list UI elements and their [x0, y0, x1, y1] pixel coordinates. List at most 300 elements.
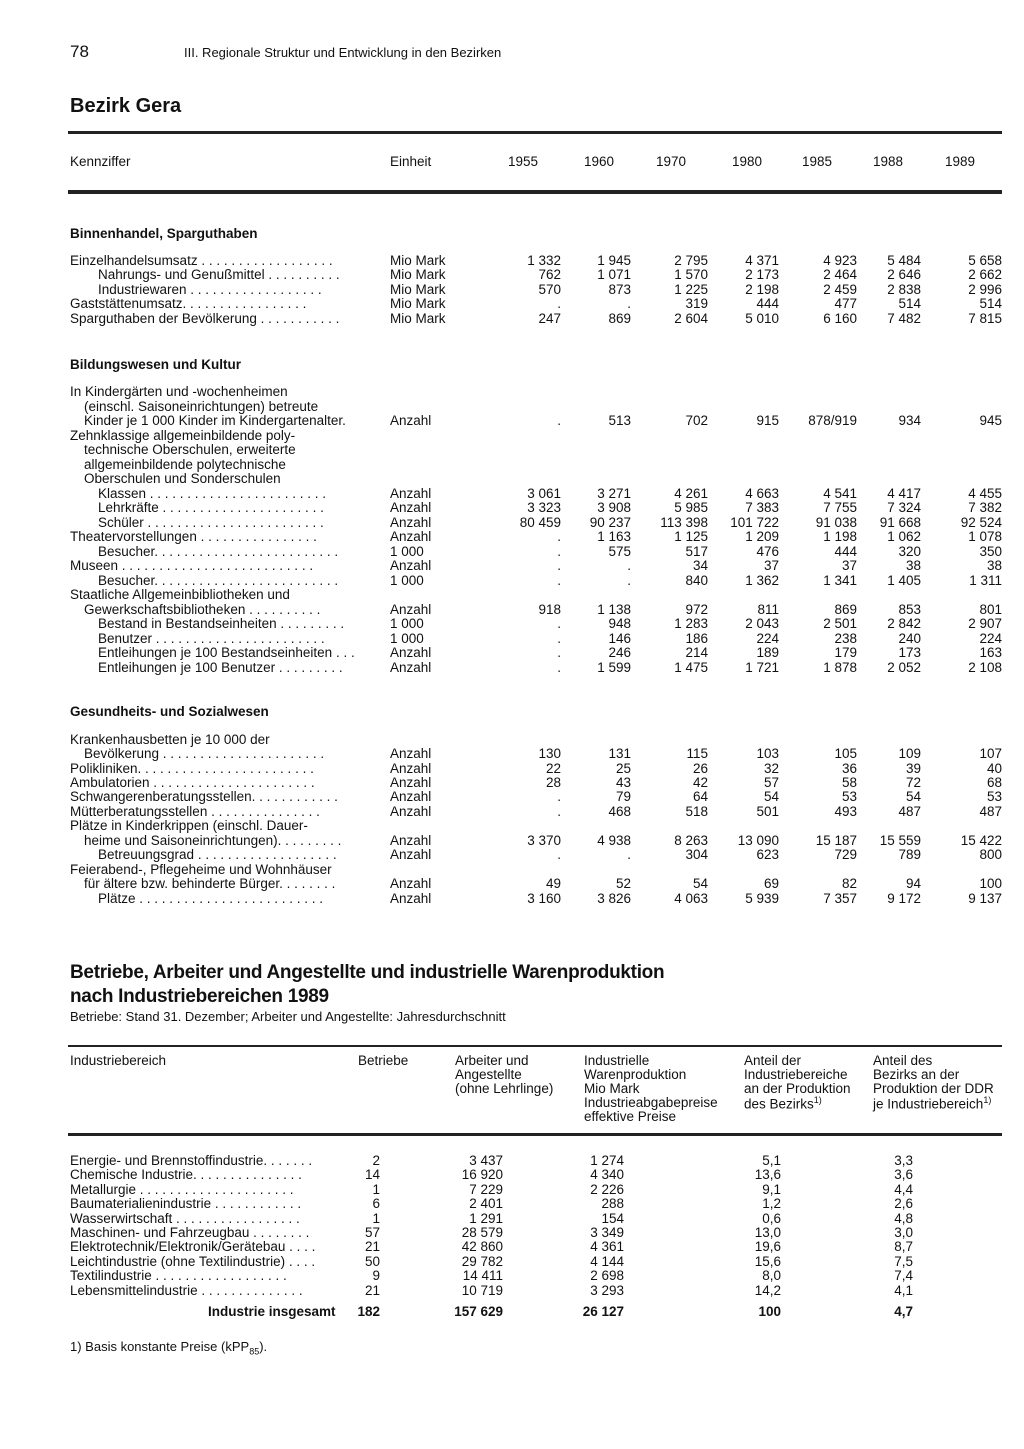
row-label: Gewerkschaftsbibliotheken . . . . . . . . . .	[84, 602, 321, 617]
row-unit: 1 000	[390, 544, 424, 559]
row-value: 468	[608, 804, 631, 819]
row-value: 39	[905, 761, 921, 776]
row-label: Kinder je 1 000 Kinder im Kindergartenalter.	[84, 413, 346, 428]
row-value: 49	[545, 876, 561, 891]
row-value: 7 382	[968, 500, 1002, 515]
t2-col-warenprod-1: Industrielle	[584, 1053, 650, 1068]
row-value: 2 043	[745, 616, 779, 631]
row-unit: Anzahl	[390, 775, 432, 790]
row-value: 25	[615, 761, 631, 776]
total-anteil-ddr: 4,7	[894, 1304, 913, 1319]
row-value: 729	[834, 847, 857, 862]
table-row	[0, 617, 1024, 632]
row-value: 189	[756, 645, 779, 660]
row-value: 2 108	[968, 660, 1002, 675]
row-label: Plätze . . . . . . . . . . . . . . . . . . . . . . . . .	[98, 891, 324, 906]
table-row	[0, 472, 1024, 487]
row-value: 9	[372, 1268, 380, 1284]
row-label: Lehrkräfte . . . . . . . . . . . . . . . . . . . . . .	[98, 500, 324, 515]
col-year-1989: 1989	[945, 154, 976, 169]
row-value: 107	[979, 746, 1002, 761]
row-value: 2 401	[469, 1196, 503, 1212]
row-value: .	[627, 296, 631, 311]
row-value: 82	[841, 876, 857, 891]
row-value: 15,6	[754, 1253, 781, 1269]
table-row	[0, 1212, 1024, 1227]
row-label: allgemeinbildende polytechnische	[84, 457, 286, 472]
row-value: 2 662	[968, 267, 1002, 282]
row-value: 1 405	[887, 573, 921, 588]
row-value: 1 721	[745, 660, 779, 675]
row-value: 14 411	[462, 1268, 503, 1284]
table-row	[0, 1183, 1024, 1198]
table-row	[0, 661, 1024, 676]
row-value: 10 719	[461, 1282, 503, 1298]
table-row	[0, 530, 1024, 545]
row-value: 13,6	[754, 1167, 781, 1183]
row-value: 7 324	[887, 500, 921, 515]
t2-col-arbeiter-2: Angestellte	[455, 1067, 522, 1082]
table2-title-line2: nach Industriebereichen 1989	[70, 986, 329, 1007]
footnote-ref: 1)	[813, 1095, 822, 1105]
row-unit: Anzahl	[390, 645, 432, 660]
row-unit: 1 000	[390, 573, 424, 588]
row-value: 130	[538, 746, 561, 761]
t2-col-anteil-3: an der Produktion	[744, 1081, 851, 1096]
table-row	[0, 1255, 1024, 1270]
row-value: 15 422	[960, 833, 1002, 848]
row-value: 4 923	[823, 253, 857, 268]
row-label: Benutzer . . . . . . . . . . . . . . . . . . . . . . .	[98, 631, 325, 646]
row-value: 1 071	[597, 267, 631, 282]
row-value: .	[557, 660, 561, 675]
row-value: 570	[538, 282, 561, 297]
t2-col-anteil-4-text: des Bezirks	[744, 1096, 814, 1112]
row-label: Nahrungs- und Genußmittel . . . . . . . . . .	[98, 267, 340, 282]
row-value: 79	[615, 789, 631, 804]
row-value: 154	[601, 1210, 624, 1226]
row-value: 518	[685, 804, 708, 819]
row-unit: Anzahl	[390, 558, 432, 573]
row-value: 1 283	[674, 616, 708, 631]
table-row	[0, 892, 1024, 907]
row-value: 146	[608, 631, 631, 646]
row-label: Schüler . . . . . . . . . . . . . . . . . . . . . . . .	[98, 515, 324, 530]
row-value: 103	[756, 746, 779, 761]
table-row	[0, 1154, 1024, 1169]
row-unit: Anzahl	[390, 486, 432, 501]
row-unit: Mio Mark	[390, 311, 446, 326]
row-value: 4 417	[887, 486, 921, 501]
running-head: III. Regionale Struktur und Entwicklung in den Bezirken	[184, 45, 502, 60]
row-value: 53	[841, 789, 857, 804]
row-value: 702	[685, 413, 708, 428]
row-value: 173	[898, 645, 921, 660]
t2-col-warenprod-5: effektive Preise	[584, 1109, 677, 1124]
row-value: 2 173	[745, 267, 779, 282]
row-value: 91 038	[815, 515, 857, 530]
row-value: 38	[905, 558, 921, 573]
row-value: 476	[756, 544, 779, 559]
row-value: 1 878	[823, 660, 857, 675]
row-value: 32	[763, 761, 779, 776]
total-betriebe: 182	[357, 1304, 380, 1319]
row-unit: Anzahl	[390, 891, 432, 906]
row-value: 1 362	[745, 573, 779, 588]
table-row	[0, 588, 1024, 603]
row-value: 6	[372, 1196, 380, 1212]
row-value: 5 010	[745, 311, 779, 326]
row-unit: Anzahl	[390, 847, 432, 862]
row-value: 2	[372, 1153, 380, 1168]
row-value: 4 340	[590, 1167, 624, 1183]
row-value: 2,6	[894, 1196, 913, 1212]
row-label: heime und Saisoneinrichtungen). . . . . . . . .	[84, 833, 342, 848]
row-value: 7 482	[887, 311, 921, 326]
row-value: 869	[834, 602, 857, 617]
row-value: 1 291	[469, 1210, 503, 1226]
row-value: 7 755	[823, 500, 857, 515]
row-value: 6 160	[823, 311, 857, 326]
row-value: 28 579	[461, 1225, 503, 1240]
row-unit: Mio Mark	[390, 282, 446, 297]
row-label: Textilindustrie . . . . . . . . . . . . . . . . . .	[70, 1268, 287, 1284]
t2-col-anteil-1: Anteil der	[744, 1053, 802, 1068]
row-value: 945	[979, 413, 1002, 428]
row-value: 1 163	[597, 529, 631, 544]
row-value: 3,0	[894, 1225, 913, 1240]
row-value: 4 261	[674, 486, 708, 501]
row-value: 3 437	[469, 1153, 503, 1168]
row-value: 2 464	[823, 267, 857, 282]
row-label: Betreuungsgrad . . . . . . . . . . . . . . . . . . .	[98, 847, 337, 862]
row-value: 42	[692, 775, 708, 790]
row-value: .	[557, 544, 561, 559]
row-unit: Anzahl	[390, 876, 432, 891]
row-value: 163	[979, 645, 1002, 660]
row-label: Bevölkerung . . . . . . . . . . . . . . . . . . . . . .	[84, 746, 325, 761]
row-value: 69	[763, 876, 779, 891]
row-value: 1	[372, 1210, 380, 1226]
row-label: Wasserwirtschaft . . . . . . . . . . . . . . . . .	[70, 1210, 300, 1226]
t2-col-ddr-4-text: je Industriebereich	[873, 1096, 984, 1112]
row-label: Metallurgie . . . . . . . . . . . . . . . . . . . . .	[70, 1181, 294, 1197]
row-value: 5 484	[887, 253, 921, 268]
total-warenproduktion: 26 127	[582, 1304, 624, 1319]
row-value: 2 501	[823, 616, 857, 631]
row-label: Chemische Industrie. . . . . . . . . . . . . . .	[70, 1167, 302, 1183]
row-value: .	[557, 804, 561, 819]
row-value: 800	[979, 847, 1002, 862]
row-value: 43	[615, 775, 631, 790]
row-value: 3,3	[894, 1153, 913, 1168]
row-value: 840	[685, 573, 708, 588]
row-value: 3 271	[597, 486, 631, 501]
row-value: 2 907	[968, 616, 1002, 631]
row-value: 7,4	[894, 1268, 913, 1284]
row-value: 246	[608, 645, 631, 660]
row-value: .	[557, 847, 561, 862]
row-value: 623	[756, 847, 779, 862]
row-value: 186	[685, 631, 708, 646]
table-row	[0, 312, 1024, 327]
row-value: 58	[841, 775, 857, 790]
row-label: Energie- und Brennstoffindustrie. . . . . . .	[70, 1153, 313, 1168]
row-value: 3 370	[527, 833, 561, 848]
row-value: 13,0	[754, 1225, 781, 1240]
col-kennziffer: Kennziffer	[70, 154, 131, 169]
row-value: 7 383	[745, 500, 779, 515]
row-value: 1 138	[597, 602, 631, 617]
col-year-1985: 1985	[802, 154, 833, 169]
total-anteil-bezirk: 100	[758, 1304, 781, 1319]
row-value: 0,6	[762, 1210, 781, 1226]
t2-col-warenprod-2: Warenproduktion	[584, 1067, 687, 1082]
row-value: 4 371	[745, 253, 779, 268]
t2-col-ddr-2: Bezirks an der	[873, 1067, 960, 1082]
table2-subtitle: Betriebe: Stand 31. Dezember; Arbeiter und Angestellte: Jahresdurchschnitt	[70, 1009, 506, 1024]
row-value: 2 698	[590, 1268, 624, 1284]
t2-col-ddr-3: Produktion der DDR	[873, 1081, 994, 1096]
row-label: Ambulatorien . . . . . . . . . . . . . . . . . . . . . .	[70, 775, 315, 790]
row-value: 38	[986, 558, 1002, 573]
row-value: 238	[834, 631, 857, 646]
row-value: 14,2	[754, 1282, 781, 1298]
t2-col-anteil-4	[744, 1095, 822, 1112]
table-row	[0, 848, 1024, 863]
row-label: Entleihungen je 100 Benutzer . . . . . . . . .	[98, 660, 343, 675]
row-label: Leichtindustrie (ohne Textilindustrie) . . . .	[70, 1253, 316, 1269]
row-value: 444	[756, 296, 779, 311]
footnote-text: 1) Basis konstante Preise (kPP	[70, 1339, 250, 1354]
row-value: 101 722	[730, 515, 779, 530]
row-label: Lebensmittelindustrie . . . . . . . . . . . . . .	[70, 1282, 303, 1298]
row-value: 4,8	[894, 1210, 913, 1226]
row-value: 2 459	[823, 282, 857, 297]
row-unit: 1 000	[390, 631, 424, 646]
row-value: 1 475	[674, 660, 708, 675]
row-value: 54	[763, 789, 779, 804]
row-value: .	[627, 558, 631, 573]
row-label: Polikliniken. . . . . . . . . . . . . . . . . . . . . . . .	[70, 761, 314, 776]
row-value: 3 160	[527, 891, 561, 906]
table2-header-rule	[68, 1133, 1002, 1136]
row-value: 1 945	[597, 253, 631, 268]
row-label: Klassen . . . . . . . . . . . . . . . . . . . . . . . .	[98, 486, 327, 501]
table-row	[0, 1284, 1024, 1299]
row-value: 1 332	[527, 253, 561, 268]
row-value: 762	[538, 267, 561, 282]
row-value: 90 237	[589, 515, 631, 530]
row-value: 21	[364, 1282, 380, 1298]
row-value: 50	[364, 1253, 380, 1269]
row-value: 224	[979, 631, 1002, 646]
table-row	[0, 385, 1024, 400]
row-value: 40	[986, 761, 1002, 776]
page-title: Bezirk Gera	[70, 95, 182, 117]
row-value: .	[557, 631, 561, 646]
row-value: 179	[834, 645, 857, 660]
row-value: 5 939	[745, 891, 779, 906]
row-value: 811	[757, 602, 779, 617]
row-value: 4,4	[894, 1181, 913, 1197]
row-label: für ältere bzw. behinderte Bürger. . . . . . . .	[84, 876, 336, 891]
row-value: 853	[898, 602, 921, 617]
row-value: 100	[979, 876, 1002, 891]
row-value: 3 061	[527, 486, 561, 501]
row-label: Industriewaren . . . . . . . . . . . . . . . . . .	[98, 282, 322, 297]
row-value: 131	[608, 746, 631, 761]
table-row	[0, 646, 1024, 661]
table-row	[0, 297, 1024, 312]
row-value: 2 198	[745, 282, 779, 297]
row-value: 304	[685, 847, 708, 862]
row-value: 2 996	[968, 282, 1002, 297]
row-label: In Kindergärten und -wochenheimen	[70, 384, 288, 399]
row-value: 9,1	[762, 1181, 781, 1197]
row-value: .	[557, 413, 561, 428]
table-row	[0, 747, 1024, 762]
row-unit: Anzahl	[390, 500, 432, 515]
row-unit: Anzahl	[390, 413, 432, 428]
row-label: Zehnklassige allgemeinbildende poly-	[70, 428, 296, 443]
row-value: .	[557, 789, 561, 804]
row-value: 915	[756, 413, 779, 428]
row-value: 42 860	[461, 1239, 503, 1255]
row-value: 28	[545, 775, 561, 790]
table2-title-line1: Betriebe, Arbeiter und Angestellte und industrielle Warenproduktion	[70, 962, 665, 983]
row-value: 247	[538, 311, 561, 326]
row-unit: Anzahl	[390, 515, 432, 530]
row-value: 7 357	[823, 891, 857, 906]
row-value: 54	[692, 876, 708, 891]
row-value: 68	[986, 775, 1002, 790]
row-value: 1 125	[674, 529, 708, 544]
row-value: 501	[756, 804, 779, 819]
row-label: Oberschulen und Sonderschulen	[84, 471, 281, 486]
row-value: 4,1	[894, 1282, 913, 1298]
row-value: 801	[979, 602, 1002, 617]
row-value: 4 361	[590, 1239, 624, 1255]
row-value: 1 062	[887, 529, 921, 544]
row-unit: Mio Mark	[390, 253, 446, 268]
row-value: 487	[979, 804, 1002, 819]
table-row	[0, 501, 1024, 516]
row-value: 15 187	[815, 833, 857, 848]
row-value: 5 985	[674, 500, 708, 515]
row-value: 8,7	[894, 1239, 913, 1255]
footnote-end: ).	[259, 1339, 268, 1354]
row-label: Einzelhandelsumsatz . . . . . . . . . . . . . . . . . .	[70, 253, 333, 268]
table-row	[0, 559, 1024, 574]
row-label: Theatervorstellungen . . . . . . . . . . . . . . . .	[70, 529, 317, 544]
row-label: Gaststättenumsatz. . . . . . . . . . . . . . . . .	[70, 296, 307, 311]
row-value: 477	[834, 296, 857, 311]
row-value: 517	[685, 544, 708, 559]
row-value: .	[627, 573, 631, 588]
row-value: 2 604	[674, 311, 708, 326]
table-row	[0, 790, 1024, 805]
section-heading-binnenhandel: Binnenhandel, Sparguthaben	[70, 226, 258, 241]
row-value: 2 052	[887, 660, 921, 675]
row-value: 92 524	[960, 515, 1002, 530]
row-value: 15 559	[879, 833, 921, 848]
row-value: 52	[615, 876, 631, 891]
row-value: .	[627, 847, 631, 862]
row-value: 26	[692, 761, 708, 776]
col-einheit: Einheit	[390, 154, 432, 169]
row-value: 1 311	[969, 573, 1002, 588]
row-value: .	[557, 296, 561, 311]
row-value: 444	[834, 544, 857, 559]
row-value: 2 226	[590, 1181, 624, 1197]
row-value: 115	[686, 746, 708, 761]
row-label: Schwangerenberatungsstellen. . . . . . . . . . . .	[70, 789, 338, 804]
row-value: 1 274	[590, 1153, 624, 1168]
row-value: 2 842	[887, 616, 921, 631]
row-value: 972	[685, 602, 708, 617]
row-unit: Anzahl	[390, 761, 432, 776]
footnote	[70, 1339, 267, 1357]
row-value: 4 938	[597, 833, 631, 848]
row-label: Maschinen- und Fahrzeugbau . . . . . . . .	[70, 1225, 310, 1240]
row-value: 54	[905, 789, 921, 804]
table-row	[0, 414, 1024, 429]
row-value: 487	[898, 804, 921, 819]
table-row	[0, 443, 1024, 458]
total-label: Industrie insgesamt	[208, 1304, 336, 1319]
row-value: 3 908	[597, 500, 631, 515]
row-value: 36	[841, 761, 857, 776]
table-row	[0, 1240, 1024, 1255]
row-value: 3 826	[597, 891, 631, 906]
col-year-1955: 1955	[508, 154, 539, 169]
table-row	[0, 268, 1024, 283]
row-value: 320	[898, 544, 921, 559]
row-unit: Anzahl	[390, 602, 432, 617]
row-value: 869	[608, 311, 631, 326]
row-value: 7 815	[968, 311, 1002, 326]
section-heading-gesundheit: Gesundheits- und Sozialwesen	[70, 704, 269, 719]
row-value: 513	[608, 413, 631, 428]
row-value: 934	[898, 413, 921, 428]
row-unit: Anzahl	[390, 746, 432, 761]
row-value: 113 398	[660, 515, 708, 530]
row-value: 1 599	[597, 660, 631, 675]
row-value: 94	[905, 876, 921, 891]
row-value: 240	[898, 631, 921, 646]
col-year-1970: 1970	[656, 154, 687, 169]
row-unit: Mio Mark	[390, 267, 446, 282]
row-label: (einschl. Saisoneinrichtungen) betreute	[84, 399, 319, 414]
row-value: 1,2	[762, 1196, 781, 1212]
row-value: .	[557, 529, 561, 544]
row-value: 1 341	[823, 573, 857, 588]
t2-col-anteil-2: Industriebereiche	[744, 1067, 848, 1082]
row-value: 72	[905, 775, 921, 790]
row-value: 878/919	[808, 413, 857, 428]
table2-total-row	[0, 1305, 1024, 1320]
row-label: Elektrotechnik/Elektronik/Gerätebau . . . .	[70, 1239, 316, 1255]
row-value: 34	[692, 558, 708, 573]
row-value: 288	[601, 1196, 624, 1212]
row-value: 21	[364, 1239, 380, 1255]
row-value: 2 646	[887, 267, 921, 282]
row-value: 4 455	[968, 486, 1002, 501]
row-unit: Anzahl	[390, 660, 432, 675]
row-unit: Anzahl	[390, 804, 432, 819]
page-number: 78	[70, 42, 89, 61]
